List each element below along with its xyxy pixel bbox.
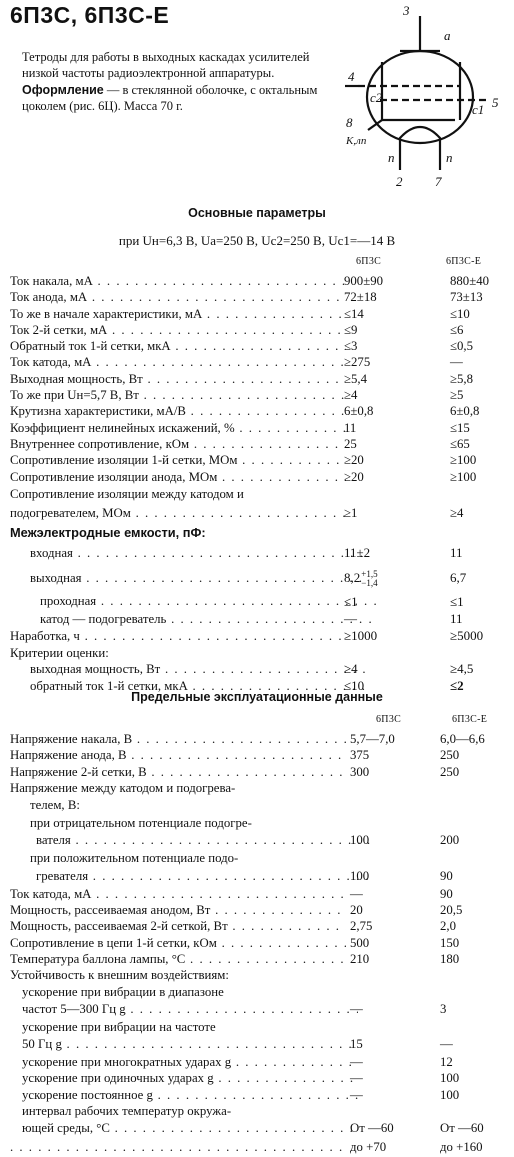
parameter-value-1: 6±0,8: [344, 404, 374, 419]
parameter-row: [10, 452, 510, 468]
limit-row: [10, 747, 510, 763]
limit-row: [10, 1119, 510, 1138]
limit-row: [10, 984, 510, 1000]
limit-row: [10, 731, 510, 747]
limit-value-1: 210: [350, 951, 370, 966]
limit-value-1: 500: [350, 935, 370, 950]
limit-label: ускорение при одиночных ударах g . . .: [10, 1070, 358, 1086]
limit-value-2: 200: [440, 833, 460, 848]
main-parameters-list: [10, 273, 510, 694]
col2-header: 6П3С-Е: [446, 256, 482, 267]
limit-value-1: —: [350, 1087, 363, 1102]
limit-row: [10, 1000, 510, 1019]
limit-value-2: 100: [440, 1071, 460, 1086]
limit-value-1: 2,75: [350, 919, 373, 934]
parameter-label: Сопротивление изоляции между катодом и: [10, 486, 244, 501]
parameter-label: Внутреннее сопротивление, кОм . . .: [10, 436, 346, 452]
parameter-row: [10, 403, 510, 419]
parameter-label: подогревателем, МОм . . .: [10, 504, 346, 523]
limit-label: интервал рабочих температур окружа-: [22, 1104, 232, 1119]
parameter-value-2: ≤0,5: [450, 339, 474, 354]
limit-value-2: 90: [440, 868, 453, 883]
pin-2-label: 2: [396, 174, 403, 189]
parameter-label: Сопротивление изоляции анода, МОм . . .: [10, 469, 346, 485]
cap-row-transfer: проходная . . . ≤1 ≤1: [10, 592, 510, 611]
limit-label: Мощность, рассеиваемая 2-й сеткой, Вт . . .: [10, 918, 346, 934]
limit-row: [10, 831, 510, 850]
parameter-label: Коэффициент нелинейных искажений, % . . .: [10, 420, 346, 436]
parameter-label: Ток накала, мА . . .: [10, 273, 346, 289]
heater-1-label: п: [388, 150, 395, 165]
limit-label: Устойчивость к внешним воздействиям:: [10, 968, 229, 983]
parameter-label: Обратный ток 1-й сетки, мкА . . .: [10, 338, 346, 354]
parameter-value-1: 900±90: [344, 274, 384, 288]
limit-row: [10, 1087, 510, 1103]
limit-label: Напряжение 2-й сетки, В . . .: [10, 764, 346, 780]
limit-label: Ток катода, мА . . .: [10, 886, 346, 902]
limit-value-1: 5,7—7,0: [350, 732, 395, 746]
test-conditions: при Uн=6,3 В, Uа=250 В, Uс2=250 В, Uс1=—14 В: [118, 233, 396, 248]
limit-row: [10, 967, 510, 983]
limit-row: [10, 850, 510, 866]
parameter-value-1: ≥4: [344, 388, 358, 403]
limit-row: [10, 1054, 510, 1070]
col1-header: 6П3С: [356, 256, 382, 267]
limit-row: [10, 1138, 510, 1157]
anode-label: a: [444, 28, 451, 43]
limit-value-2: 90: [440, 886, 453, 901]
parameter-value-1: ≥20: [344, 453, 364, 468]
limit-label: ющей среды, °С . . .: [10, 1119, 358, 1138]
parameter-label: То же в начале характеристики, мА . . .: [10, 306, 346, 322]
parameter-value-1: 72±18: [344, 290, 377, 305]
parameter-row: [10, 387, 510, 403]
life-row: Наработка, ч . . . ≥1000 ≥5000: [10, 627, 510, 645]
limit-label: [10, 1138, 346, 1157]
limit-label: ускорение при вибрации в диапазоне: [22, 984, 224, 999]
parameter-label: То же при Uн=5,7 В, Вт . . .: [10, 387, 346, 403]
limit-row: [10, 935, 510, 951]
limit-value-2: От —60: [440, 1121, 484, 1136]
design-label: Оформление: [22, 83, 104, 97]
parameter-value-2: ≥100: [450, 469, 477, 484]
intro-text: [10, 50, 340, 116]
page-title: 6П3С, 6П3С-Е: [10, 2, 170, 28]
limits-list: [10, 731, 510, 1157]
limit-value-2: 12: [440, 1055, 453, 1070]
limit-value-1: 15: [350, 1037, 363, 1052]
limit-value-1: —: [350, 1055, 363, 1070]
parameter-value-1: 25: [344, 436, 357, 451]
parameter-row: [10, 322, 510, 338]
parameter-value-2: ≤65: [450, 436, 470, 451]
limit-label: Напряжение накала, В . . .: [10, 731, 346, 747]
parameter-row: [10, 338, 510, 354]
cathode-label: К,лп: [346, 135, 367, 147]
limit-row: [10, 918, 510, 934]
limit-value-2: 180: [440, 951, 460, 966]
intro-design: [10, 83, 340, 114]
g1-label: c1: [472, 102, 485, 117]
parameter-value-1: ≤14: [344, 306, 364, 321]
limit-value-1: 375: [350, 748, 370, 763]
capacitance-heading: Межэлектродные емкости, пФ:: [10, 524, 206, 540]
limit-value-2: —: [440, 1037, 453, 1052]
limit-row: [10, 902, 510, 918]
limit-value-1: до +70: [350, 1140, 387, 1155]
limit-label: вателя . . .: [10, 831, 372, 850]
parameter-value-1: ≤3: [344, 339, 358, 354]
limit-value-2: 6,0—6,6: [440, 732, 485, 746]
parameter-row: [10, 436, 510, 452]
limits-col1-header: 6П3С: [376, 714, 402, 725]
limit-label: 50 Гц g . . .: [10, 1035, 358, 1054]
limit-label: ускорение при многократных ударах g . . .: [10, 1054, 358, 1070]
limit-value-1: —: [350, 1071, 363, 1086]
limit-label: гревателя . . .: [10, 867, 372, 886]
limit-row: [10, 951, 510, 967]
intro-description: Тетроды для работы в выходных каскадах усилителей низкой частоты радиоэлектронной аппаратуры.: [22, 50, 310, 80]
g2-label: c2: [370, 90, 383, 105]
parameter-value-1: ≤9: [344, 322, 358, 337]
parameter-value-1: ≥1: [344, 505, 358, 520]
limit-label: Температура баллона лампы, °С . . .: [10, 951, 346, 967]
pin-4-label: 4: [348, 69, 355, 84]
parameter-value-2: ≤15: [450, 420, 470, 435]
parameter-value-2: 6±0,8: [450, 404, 480, 419]
limit-value-1: 100: [350, 868, 370, 883]
parameter-value-2: 73±13: [450, 290, 483, 305]
parameter-value-2: ≤6: [450, 322, 464, 337]
parameter-row: [10, 371, 510, 387]
parameter-label: Сопротивление изоляции 1-й сетки, МОм . . .: [10, 452, 346, 468]
limit-label: ускорение при вибрации на частоте: [22, 1019, 216, 1034]
parameter-value-2: 880±40: [450, 274, 490, 288]
limit-label: при отрицательном потенциале подогре-: [30, 816, 252, 831]
parameter-row: [10, 273, 510, 289]
limit-label: Напряжение между катодом и подогрева-: [10, 780, 236, 795]
parameter-value-1: ≥5,4: [344, 371, 368, 386]
section-main-parameters-title: Основные параметры: [188, 206, 326, 220]
limit-row: [10, 764, 510, 780]
limit-row: [10, 1103, 510, 1119]
parameter-value-2: ≤10: [450, 306, 470, 321]
cap-row-cathode-heater: катод — подогреватель . . . — 11: [10, 611, 510, 627]
parameter-row: [10, 306, 510, 322]
parameter-value-1: ≥275: [344, 355, 371, 370]
parameter-value-1: ≥20: [344, 469, 364, 484]
parameter-label: Ток анода, мА . . .: [10, 289, 346, 305]
parameter-row: [10, 420, 510, 436]
parameter-label: Ток катода, мА . . .: [10, 354, 346, 370]
criteria-row-power: выходная мощность, Вт . . . ≥4 ≥4,5: [10, 661, 510, 677]
limit-row: [10, 796, 510, 815]
parameter-label: Крутизна характеристики, мА/В . . .: [10, 403, 346, 419]
parameter-value-2: ≥100: [450, 453, 477, 468]
limit-label: частот 5—300 Гц g . . .: [10, 1000, 358, 1019]
limit-value-1: 100: [350, 833, 370, 848]
limit-row: [10, 780, 510, 796]
parameter-row: [10, 469, 510, 485]
parameter-label: Ток 2-й сетки, мА . . .: [10, 322, 346, 338]
limit-row: [10, 886, 510, 902]
limit-value-2: до +160: [440, 1140, 483, 1155]
parameter-row: [10, 289, 510, 305]
criteria-row-grid-current: обратный ток 1-й сетки, мкА . . . ≤10 ≤2: [10, 678, 510, 694]
parameter-row: [10, 485, 510, 504]
section-limits-title: Предельные эксплуатационные данные: [131, 690, 383, 704]
limit-value-1: 300: [350, 764, 370, 779]
limit-label: при положительном потенциале подо-: [30, 851, 239, 866]
limit-label: Мощность, рассеиваемая анодом, Вт . . .: [10, 902, 346, 918]
limit-label: Сопротивление в цепи 1-й сетки, кОм . . .: [10, 935, 346, 951]
pin-7-label: 7: [435, 174, 442, 189]
limit-row: [10, 1019, 510, 1035]
limit-value-1: 20: [350, 903, 363, 918]
limit-value-1: От —60: [350, 1121, 394, 1136]
parameter-value-2: ≥5: [450, 388, 464, 403]
limit-label: ускорение постоянное g . . .: [10, 1087, 358, 1103]
parameter-value-1: 11: [344, 420, 357, 435]
limit-row: [10, 1070, 510, 1086]
design-text: — в стеклянной оболочке, с октальным цоколем (рис. 6Ц). Масса 70 г.: [22, 83, 318, 113]
criteria-heading: Критерии оценки:: [10, 646, 109, 661]
limit-value-2: 250: [440, 748, 460, 763]
limit-row: [10, 1035, 510, 1054]
parameter-label: Выходная мощность, Вт . . .: [10, 371, 346, 387]
parameter-value-2: —: [450, 355, 463, 370]
limit-value-2: 20,5: [440, 903, 463, 918]
parameter-row: [10, 504, 510, 523]
pin-8-label: 8: [346, 115, 353, 130]
limit-value-2: 3: [440, 1001, 447, 1016]
pin-3-label: 3: [403, 3, 410, 18]
heater-2-label: п: [446, 150, 453, 165]
limit-value-1: —: [350, 1001, 363, 1016]
pin-5-label: 5: [492, 95, 499, 110]
limits-col2-header: 6П3С-Е: [452, 714, 488, 725]
limit-label: Напряжение анода, В . . .: [10, 747, 346, 763]
cap-row-input: входная . . . 11±2 11: [10, 542, 510, 564]
limit-value-2: 150: [440, 935, 460, 950]
tube-schematic: [340, 2, 500, 190]
parameter-row: [10, 354, 510, 370]
parameter-value-2: ≥4: [450, 505, 464, 520]
limit-row: [10, 815, 510, 831]
limit-label: телем, В:: [30, 798, 80, 813]
limit-value-2: 100: [440, 1087, 460, 1102]
limit-row: [10, 867, 510, 886]
limit-value-2: 2,0: [440, 919, 456, 934]
parameter-value-2: ≥5,8: [450, 371, 474, 386]
cap-row-output: выходная . . . 8,2 +1,5 −1,4 6,7: [10, 564, 510, 592]
limit-value-2: 250: [440, 764, 460, 779]
limit-value-1: —: [350, 886, 363, 901]
